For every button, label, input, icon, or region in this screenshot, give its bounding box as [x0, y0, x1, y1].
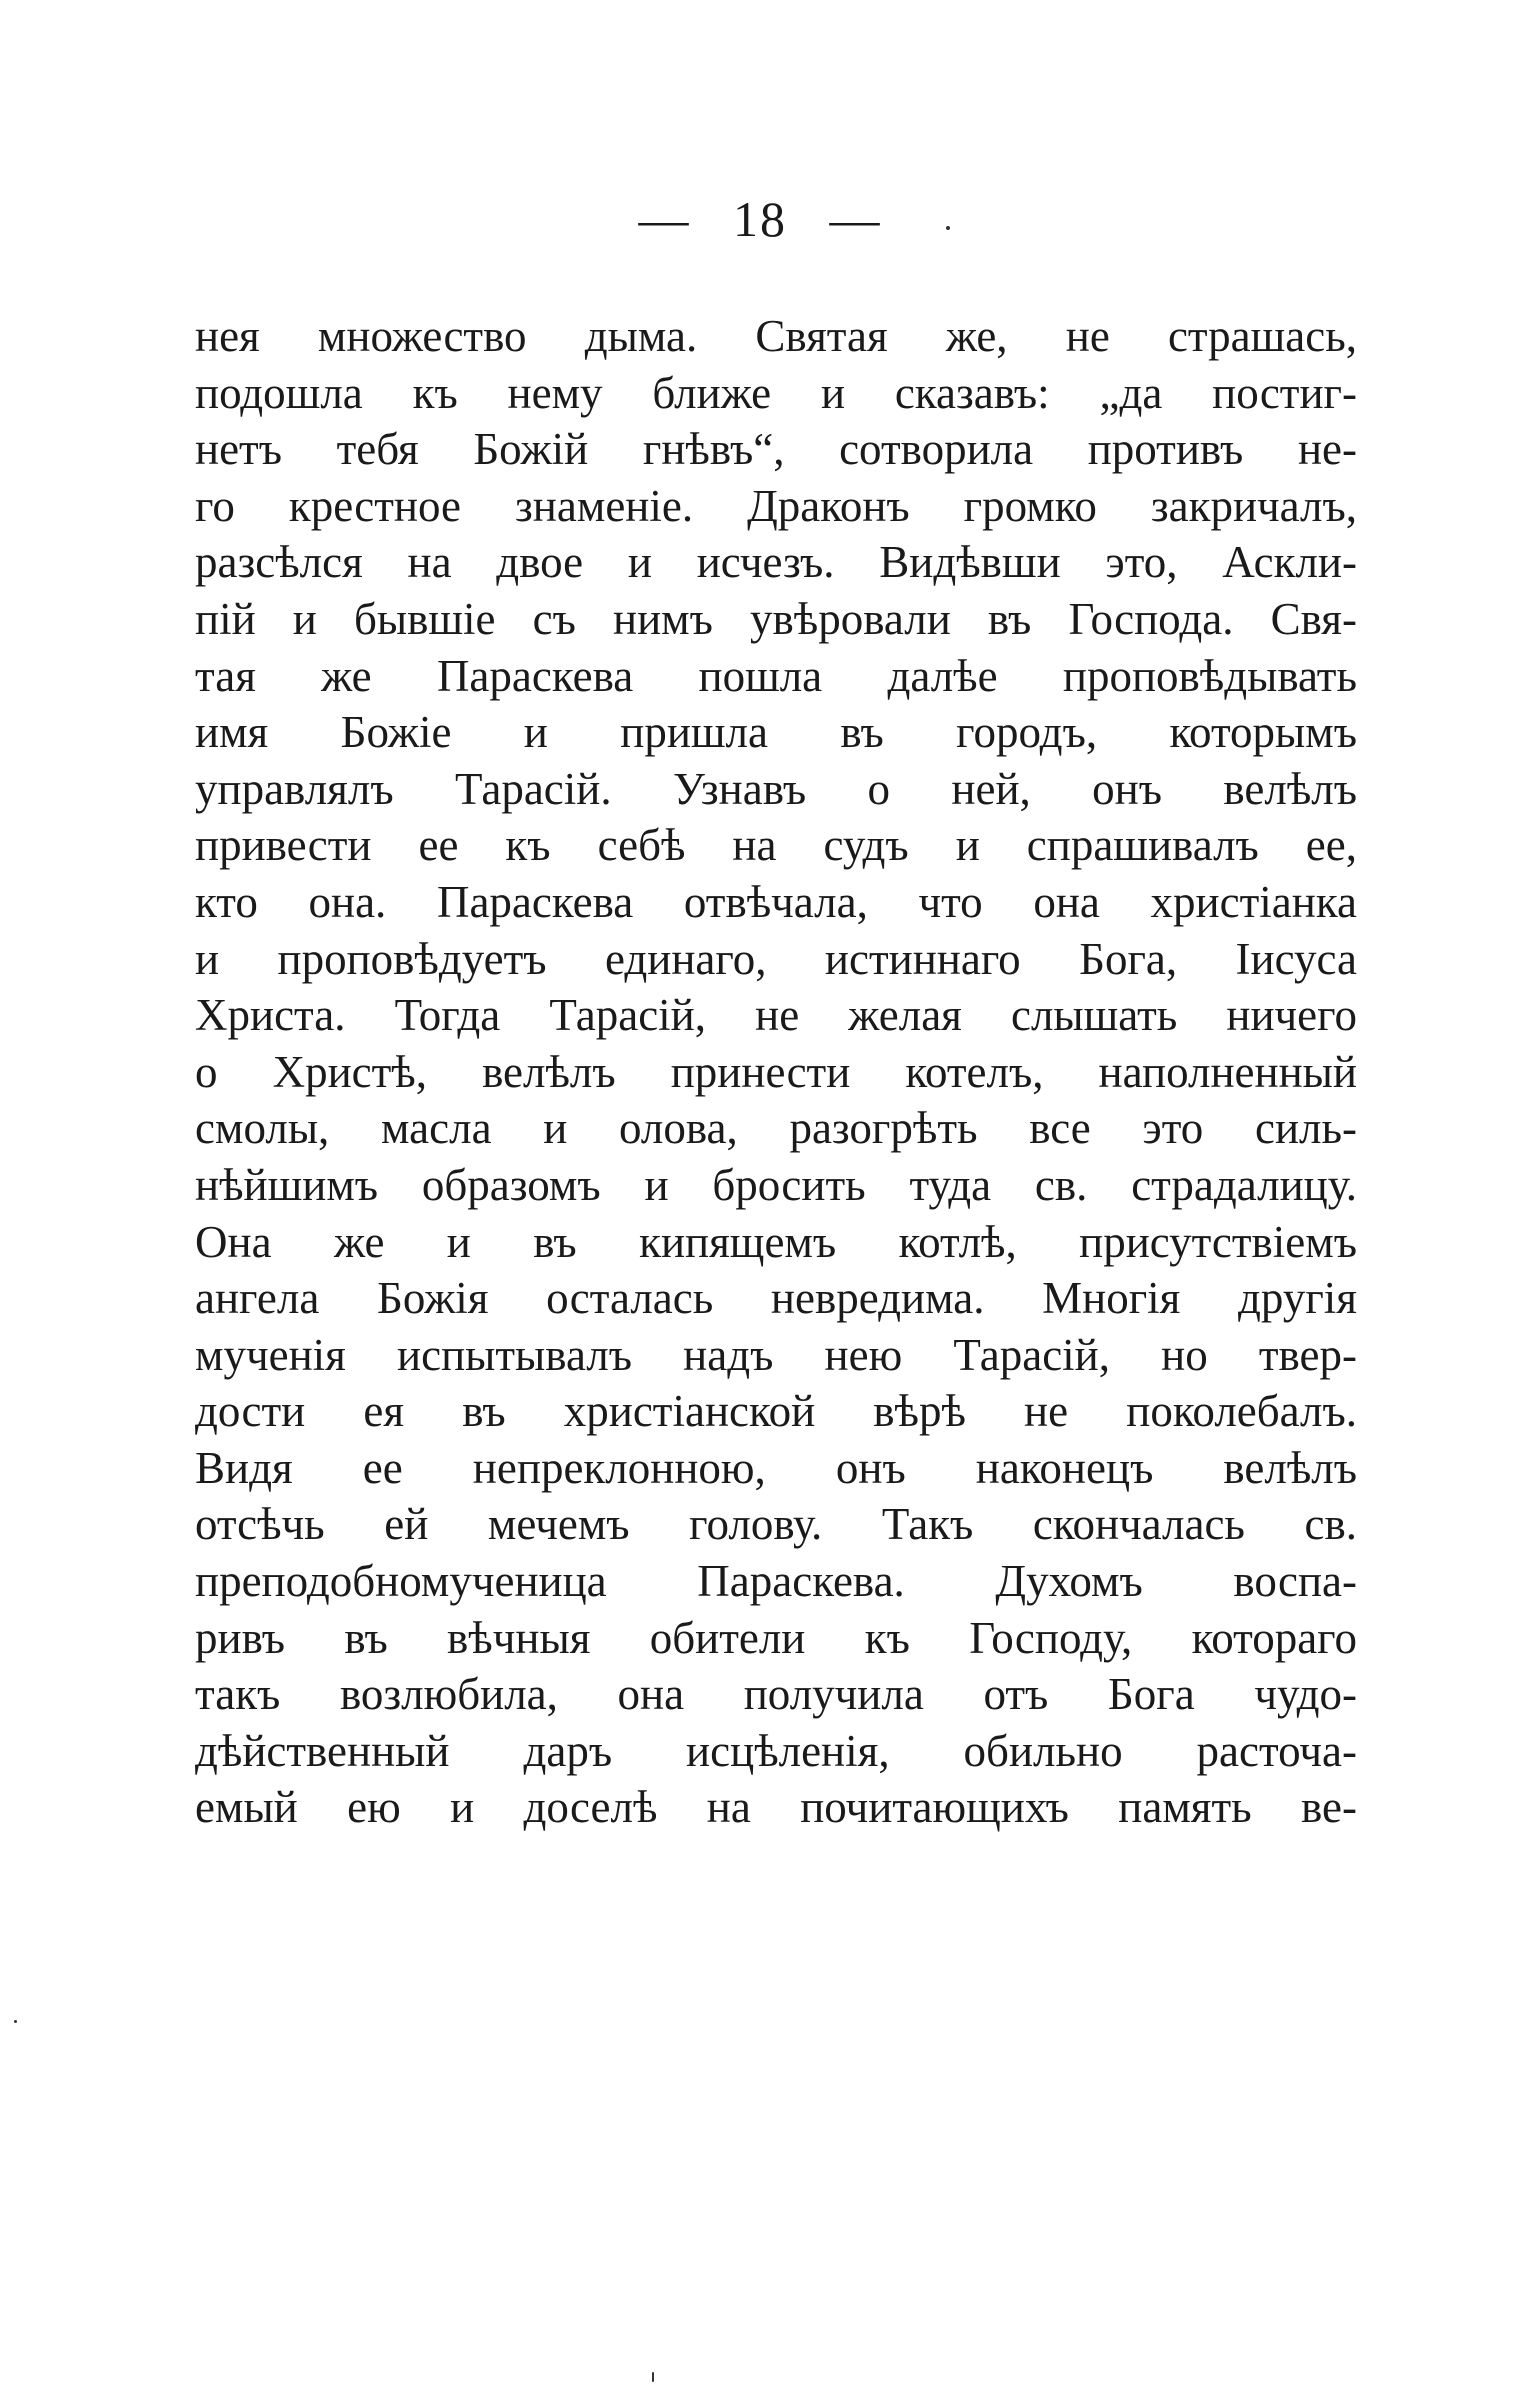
page-number-dash-left: —	[638, 191, 691, 247]
text-line: смолы, масла и олова, разогрѣть все это силь-	[195, 1103, 1357, 1154]
text-line: пій и бывшіе съ нимъ увѣровали въ Господа. Свя-	[195, 593, 1357, 644]
text-line: преподобномученица Параскева. Духомъ воспа-	[195, 1556, 1357, 1607]
page-number-header	[0, 190, 1520, 248]
print-speck	[946, 226, 950, 230]
text-line: подошла къ нему ближе и сказавъ: „да постиг-	[195, 367, 1357, 418]
text-line: го крестное знаменіе. Драконъ громко закричалъ,	[195, 480, 1357, 531]
print-speck	[14, 2020, 17, 2023]
page-number-dash-right: —	[829, 191, 882, 247]
text-line: ривъ въ вѣчныя обители къ Господу, котораго	[195, 1612, 1357, 1663]
print-speck	[652, 2372, 654, 2382]
text-line: ангела Божія осталась невредима. Многія другія	[195, 1273, 1357, 1324]
text-line: и проповѣдуетъ единаго, истиннаго Бога, Іисуса	[195, 933, 1357, 984]
text-line: Видя ее непреклонною, онъ наконецъ велѣлъ	[195, 1442, 1357, 1493]
text-line: управлялъ Тарасій. Узнавъ о ней, онъ велѣлъ	[195, 763, 1357, 814]
text-line: разсѣлся на двое и исчезъ. Видѣвши это, Аскли-	[195, 537, 1357, 588]
text-line: отсѣчь ей мечемъ голову. Такъ скончалась св.	[195, 1499, 1357, 1550]
text-line: имя Божіе и пришла въ городъ, которымъ	[195, 707, 1357, 758]
text-line: Она же и въ кипящемъ котлѣ, присутствіемъ	[195, 1216, 1357, 1267]
text-line: емый ею и доселѣ на почитающихъ память ве-	[195, 1782, 1357, 1833]
text-line: такъ возлюбила, она получила отъ Бога чудо-	[195, 1669, 1357, 1720]
text-line: дости ея въ христіанской вѣрѣ не поколебалъ.	[195, 1386, 1357, 1437]
text-line: кто она. Параскева отвѣчала, что она христіанка	[195, 876, 1357, 927]
text-line: мученія испытывалъ надъ нею Тарасій, но твер-	[195, 1329, 1357, 1380]
text-line: нетъ тебя Божій гнѣвъ“, сотворила противъ не-	[195, 424, 1357, 475]
body-text	[195, 308, 1357, 1836]
text-line: Христа. Тогда Тарасій, не желая слышать ничего	[195, 990, 1357, 1041]
text-line: нѣйшимъ образомъ и бросить туда св. страдалицу.	[195, 1159, 1357, 1210]
text-line: дѣйственный даръ исцѣленія, обильно расточа-	[195, 1725, 1357, 1776]
text-line: тая же Параскева пошла далѣе проповѣдывать	[195, 650, 1357, 701]
page-number: 18	[733, 191, 787, 247]
text-line: о Христѣ, велѣлъ принести котелъ, наполненный	[195, 1046, 1357, 1097]
text-line: нея множество дыма. Святая же, не страшась,	[195, 311, 1357, 361]
text-line: привести ее къ себѣ на судъ и спрашивалъ ее,	[195, 820, 1357, 871]
